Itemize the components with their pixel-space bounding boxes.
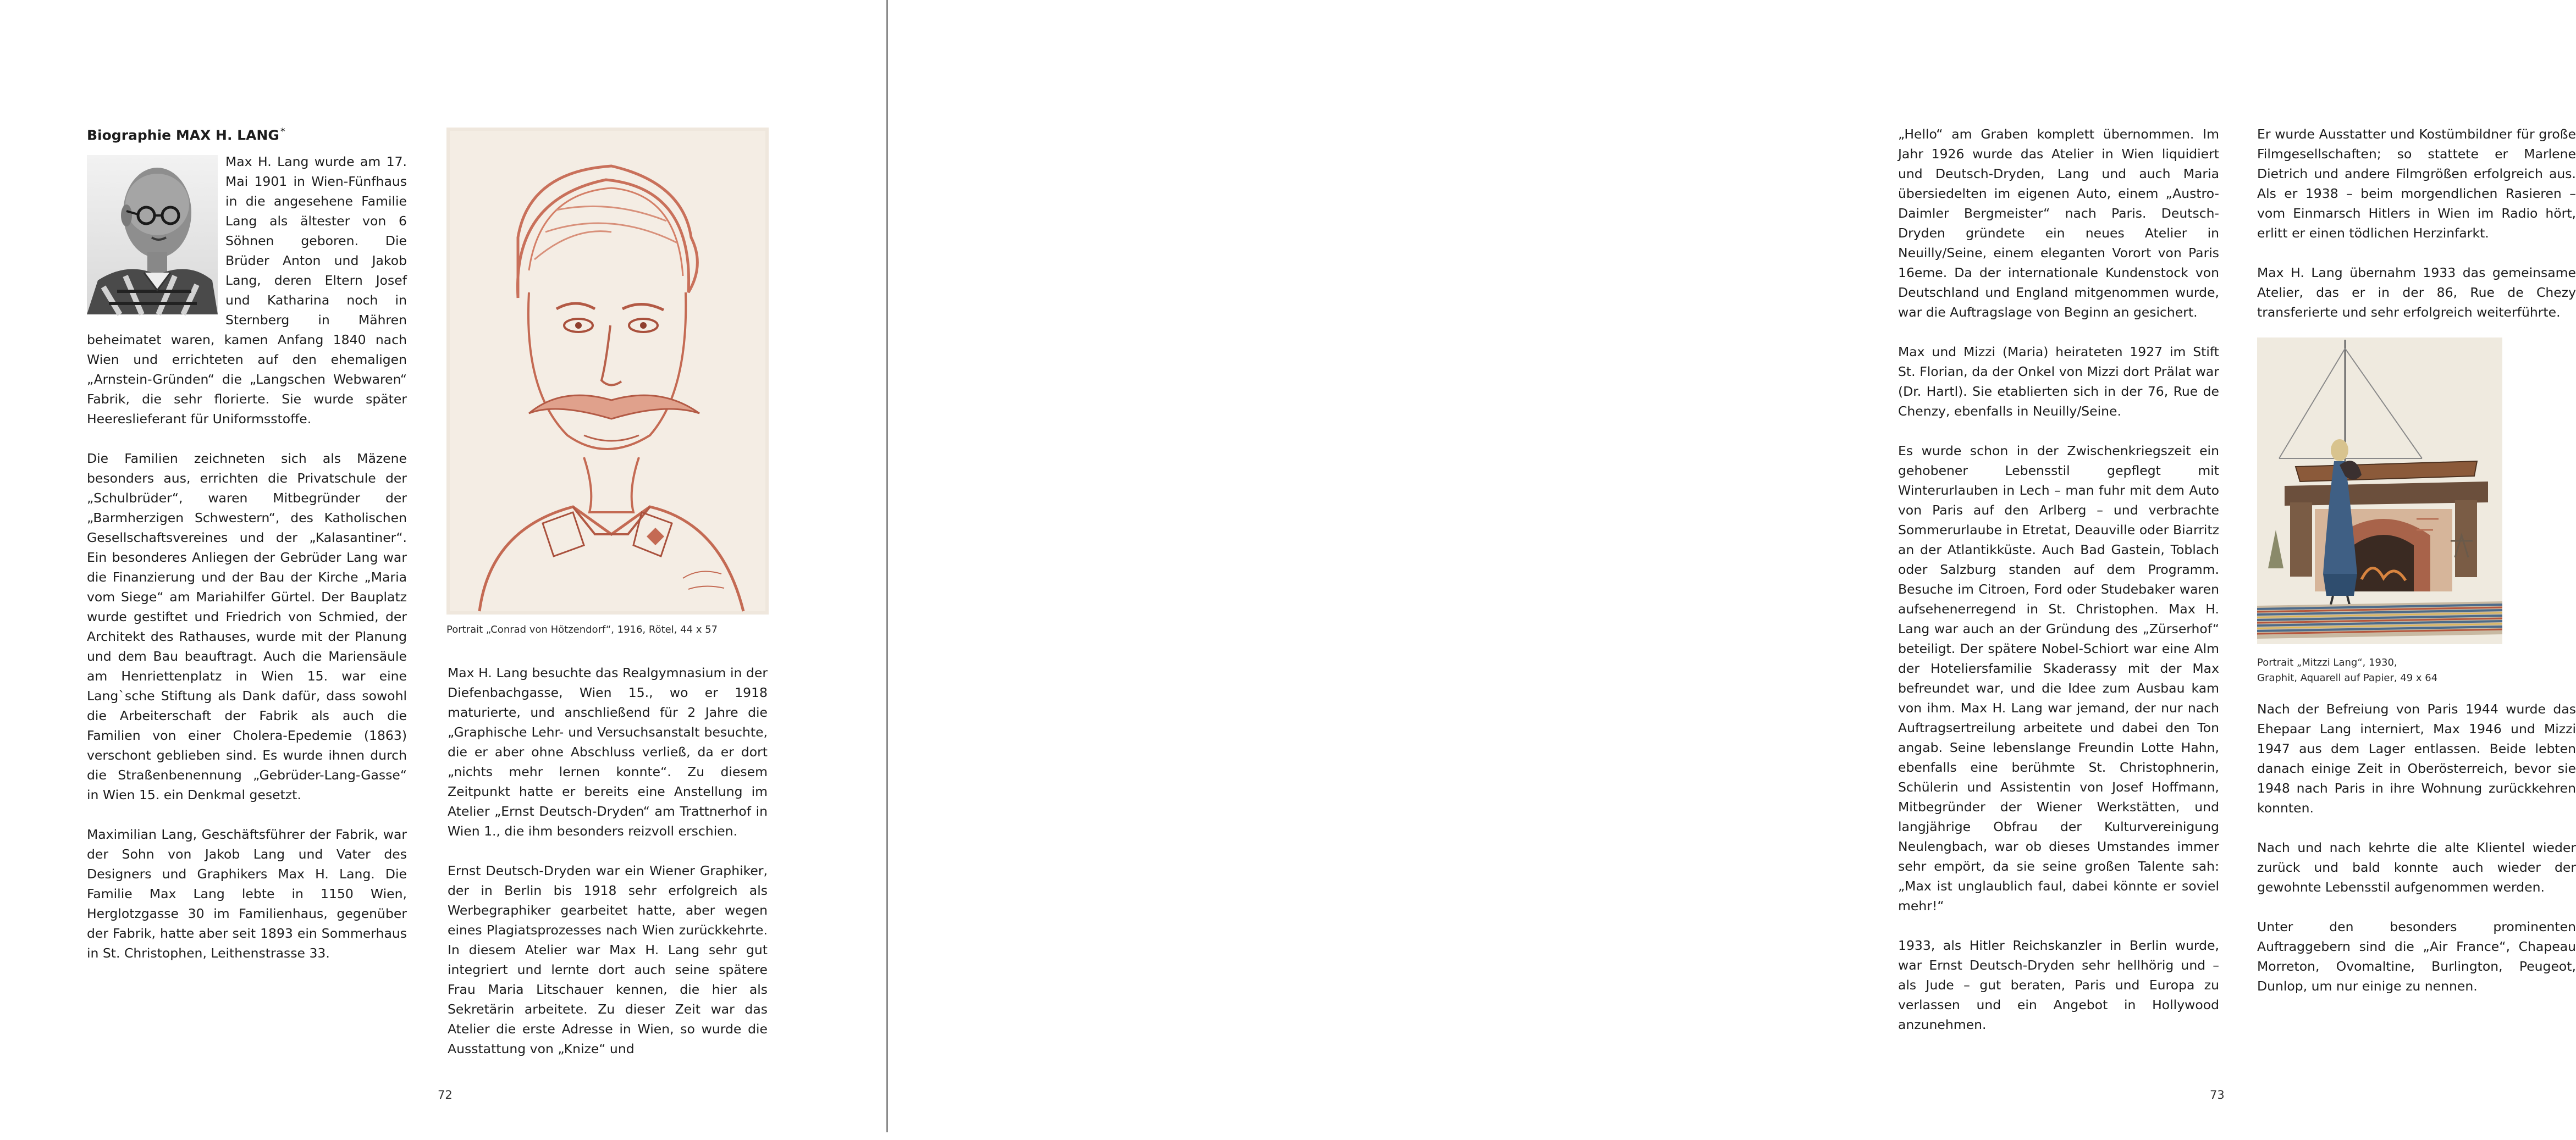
- biography-paragraph-14: Unter den besonders prominenten Auftraggebern sind die „Air France“, Chapeau Morreton, Ovomaltine, Burlington, Peugeot, Dunlop, um nur einige zu nennen.: [2257, 919, 2576, 994]
- biography-paragraph-8: Es wurde schon in der Zwischenkriegszeit ein gehobener Lebensstil gepflegt mit Winterurlauben in Lech – man fuhr mit dem Auto von Paris auf den Arlberg – und verbrachte Sommerurlaube in Etretat, Deauville oder Biarritz an der Atlantikküste. Auch Bad Gastein, Toblach oder Salzburg standen auf dem Programm. Besuche im Citroen, Ford oder Studebaker waren aufsehenerregend in St. Christophen. Max H. Lang war auch an der Gründung des „Zürserhof“ beteiligt. Der spätere Nobel-Schiort war eine Alm der Hoteliersfamilie Skaderassy mit der Max befreundet war, und die Idee zum Ausbau kam von ihm. Max H. Lang war jemand, der nur nach Auftragsertreilung arbeitete und dabei den Ton angab. Seine lebenslange Freundin Lotte Hahn, ebenfalls eine berühmte St. Christophnerin, Schülerin und Assistentin von Josef Hoffmann, Mitbegründer der Wiener Werkstätten, und langjährige Obfrau der Kulturvereinigung Neulengbach, war ob dieses Umstandes immer sehr empört, da sie seine großen Talente sah: „Max ist unglaublich faul, dabei könnte er soviel mehr!“: [1898, 443, 2219, 914]
- conrad-von-hoetzendorf-portrait-figure: [446, 128, 769, 638]
- biography-paragraph-10: Er wurde Ausstatter und Kostümbildner für große Filmgesellschaften; so stattete er Marlene Dietrich und andere Filmgrößen erfolgreich aus. Als er 1938 – beim morgendlichen Rasieren – vom Einmarsch Hitlers in Wien im Radio hört, erlitt er einen tödlichen Herzinfarkt.: [2257, 126, 2576, 241]
- biography-paragraph-1: Max H. Lang wurde am 17. Mai 1901 in Wien-Fünfhaus in die angesehene Familie Lang als ältester von 6 Söhnen geboren. Die Brüder Anton und Jakob Lang, deren Eltern Josef und Katharina noch in Sternberg in Mähren beheimatet waren, kamen Anfang 1840 nach Wien und errichteten auf den ehemaligen „Arnstein-Gründen“ die „Langschen Webwaren“ Fabrik, die sehr florierte. Sie wurde später Heereslieferant für Uniformsstoffe.: [87, 154, 407, 427]
- right-column-1: [1898, 124, 2219, 1034]
- biography-paragraph-4: Max H. Lang besuchte das Realgymnasium in der Diefenbachgasse, Wien 15., wo er 1918 maturierte, und anschließend für 2 Jahre die „Graphische Lehr- und Versuchsanstalt besuchte, die er aber ohne Abschluss verließ, da er dort „nichts mehr lernen konnte“. Zu diesem Zeitpunkt hatte er bereits eine Anstellung im Atelier „Ernst Deutsch-Dryden“ am Trattnerhof in Wien 1., die ihm besonders reizvoll erschien.: [448, 665, 768, 839]
- biography-heading-text: Biographie MAX H. LANG: [87, 127, 279, 143]
- biography-paragraph-13: Nach und nach kehrte die alte Klientel wieder zurück und bald konnte auch wieder der gewohnte Lebensstil aufgenommen werden.: [2257, 840, 2576, 895]
- mitzzi-lang-portrait-figure: [2257, 337, 2502, 686]
- right-page: [888, 0, 2576, 1132]
- red-chalk-portrait-drawing: [446, 128, 769, 615]
- left-page: [0, 0, 888, 1132]
- biography-paragraph-11: Max H. Lang übernahm 1933 das gemeinsame Atelier, das er in der 86, Rue de Chezy transferierte und sehr erfolgreich weiterführte.: [2257, 265, 2576, 320]
- page-number-left: 72: [438, 1088, 453, 1102]
- biography-paragraph-7: Max und Mizzi (Maria) heirateten 1927 im Stift St. Florian, da der Onkel von Mizzi dort Prälat war (Dr. Hartl). Sie etablierten sich in der 76, Rue de Chenzy, ebenfalls in Neuilly/Seine.: [1898, 344, 2219, 419]
- figure-caption-left: Portrait „Conrad von Hötzendorf“, 1916, Rötel, 44 x 57: [446, 624, 718, 635]
- figure-caption-right-line-2: Graphit, Aquarell auf Papier, 49 x 64: [2257, 672, 2438, 684]
- watercolor-portrait-painting: [2257, 337, 2502, 644]
- left-column-1: [87, 122, 407, 963]
- right-column-2: [2257, 124, 2576, 322]
- biography-paragraph-12: Nach der Befreiung von Paris 1944 wurde das Ehepaar Lang interniert, Max 1946 und Mizzi 1947 aus dem Lager entlassen. Beide lebten danach einige Zeit in Oberösterreich, bevor sie 1948 nach Paris in ihre Wohnung zurückkehren konnten.: [2257, 701, 2576, 816]
- biography-paragraph-3: Maximilian Lang, Geschäftsführer der Fabrik, war der Sohn von Jakob Lang und Vater des Designers und Graphikers Max H. Lang. Die Familie Max Lang lebte in 1150 Wien, Herglotzgasse 30 im Familienhaus, gegenüber der Fabrik, hatte aber seit 1893 ein Sommerhaus in St. Christophen, Leithenstrasse 33.: [87, 827, 407, 961]
- biography-paragraph-9: 1933, als Hitler Reichskanzler in Berlin wurde, war Ernst Deutsch-Dryden sehr hellhörig und – als Jude – gut beraten, Paris und Europa zu verlassen und ein Angebot in Hollywood anzunehmen.: [1898, 938, 2219, 1032]
- figure-caption-right: [2257, 655, 2502, 686]
- right-column-2-continued: [2257, 699, 2576, 996]
- biography-paragraph-6: „Hello“ am Graben komplett übernommen. Im Jahr 1926 wurde das Atelier in Wien liquidiert und Deutsch-Dryden, Lang und auch Maria übersiedelten im eigenen Auto, einem „Austro-Daimler Bergmeister“ nach Paris. Deutsch-Dryden gründete ein neues Atelier in Neuilly/Seine, einem eleganten Vorort von Paris 16eme. Da der internationale Kundenstock von Deutschland und England mitgenommen wurde, war die Auftragslage von Beginn an gesichert.: [1898, 126, 2219, 320]
- page-number-right: 73: [2210, 1088, 2225, 1102]
- figure-caption-right-line-1: Portrait „Mitzzi Lang“, 1930,: [2257, 657, 2397, 668]
- left-column-2: [448, 663, 768, 1059]
- author-portrait-photo: [87, 155, 218, 314]
- biography-heading: [87, 122, 407, 145]
- heading-footnote-mark: *: [280, 126, 285, 137]
- biography-paragraph-2: Die Familien zeichneten sich als Mäzene besonders aus, errichten die Privatschule der „Schulbrüder“, waren Mitbegründer der „Barmherzigen Schwestern“, des Katholischen Gesellschaftsvereines und der „Kalasantiner“. Ein besonderes Anliegen der Gebrüder Lang war die Finanzierung und der Bau der Kirche „Maria vom Siege“ am Mariahilfer Gürtel. Der Bauplatz wurde gestiftet und Friedrich von Schmied, der Architekt des Rathauses, wurde mit der Planung und dem Bau beauftragt. Auch die Mariensäule am Henriettenplatz in Wien 15. war eine Lang`sche Stiftung als Dank dafür, dass sowohl die Arbeiterschaft der Fabrik als auch die Familien von einer Cholera-Epedemie (1863) verschont geblieben sind. Es wurde ihnen durch die Straßenbenennung „Gebrüder-Lang-Gasse“ in Wien 15. ein Denkmal gesetzt.: [87, 451, 407, 803]
- biography-paragraph-5: Ernst Deutsch-Dryden war ein Wiener Graphiker, der in Berlin bis 1918 sehr erfolgreich als Werbegraphiker gearbeitet hatte, aber wegen eines Plagiatsprozesses nach Wien zurückkehrte. In diesem Atelier war Max H. Lang sehr gut integriert und lernte dort auch seine spätere Frau Maria Litschauer kennen, die hier als Sekretärin arbeitete. Zu dieser Zeit war das Atelier die erste Adresse in Wien, so wurde die Ausstattung von „Knize“ und: [448, 863, 768, 1056]
